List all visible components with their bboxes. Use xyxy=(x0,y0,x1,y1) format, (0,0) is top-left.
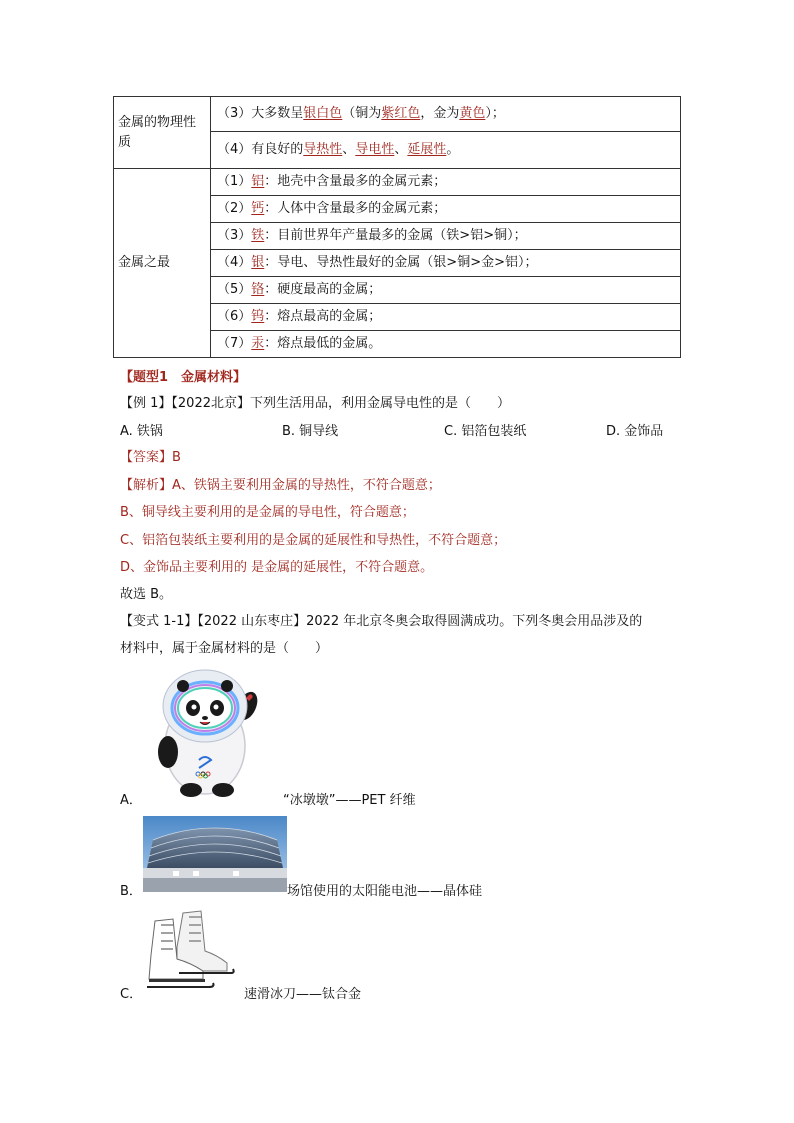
cell-text: 。 xyxy=(446,142,460,157)
section-title: 【题型1 金属材料】 xyxy=(120,370,247,385)
mascot-image xyxy=(143,664,275,799)
table-category-cell: 金属的物理性质 xyxy=(114,97,211,169)
cell-keyword: 黄色 xyxy=(459,106,486,121)
table-item-cell xyxy=(211,196,681,223)
table-item-cell xyxy=(211,169,681,196)
cell-text: ）； xyxy=(485,106,505,121)
table-category-cell: 金属之最 xyxy=(114,169,211,358)
cell-text: （2） xyxy=(217,201,252,216)
example-option-c: C. 铝箔包装纸 xyxy=(444,424,527,439)
cell-keyword: 铬 xyxy=(251,282,265,297)
variant-option-a-letter: A． xyxy=(120,793,142,808)
variant-option-c-text: 速滑冰刀——钛合金 xyxy=(244,987,362,1002)
cell-text: （7） xyxy=(217,336,252,351)
variant-option-a-text: “冰墩墩”——PET 纤维 xyxy=(283,793,416,808)
metal-properties-table xyxy=(113,96,681,358)
table-item-cell xyxy=(211,97,681,132)
cell-text: （6） xyxy=(217,309,252,324)
cell-text: ：目前世界年产量最多的金属（铁>铝>铜）； xyxy=(264,228,527,243)
answer-label: 【答案】 xyxy=(120,450,173,465)
cell-keyword: 铝 xyxy=(251,174,265,189)
example-question-text: 下列生活用品，利用金属导电性的是（ ） xyxy=(250,396,511,411)
analysis-line-2: B、铜导线主要利用的是金属的导电性，符合题意； xyxy=(120,505,415,520)
cell-text: （4） xyxy=(217,255,252,270)
cell-text: （3）大多数呈 xyxy=(217,106,304,121)
cell-keyword: 银白色 xyxy=(303,106,343,121)
cell-text: （3） xyxy=(217,228,252,243)
cell-text: 、 xyxy=(394,142,408,157)
table-item-cell xyxy=(211,304,681,331)
conclusion: 故选 B。 xyxy=(120,587,173,602)
cell-keyword: 延展性 xyxy=(407,142,447,157)
variant-question-line-1: 【变式 1-1】【2022 山东枣庄】2022 年北京冬奥会取得圆满成功。下列冬奥会用品涉及的 xyxy=(120,614,643,629)
table-item-cell xyxy=(211,250,681,277)
cell-text: ，金为 xyxy=(420,106,460,121)
cell-keyword: 钙 xyxy=(251,201,265,216)
example-option-a: A. 铁锅 xyxy=(120,424,163,439)
answer-line xyxy=(120,446,181,465)
example-source: 【2022北京】 xyxy=(171,396,250,411)
cell-keyword: 紫红色 xyxy=(381,106,421,121)
cell-keyword: 铁 xyxy=(251,228,265,243)
variant-question-line-2: 材料中，属于金属材料的是（ ） xyxy=(120,641,329,656)
variant-source: 【2022 山东枣庄】 xyxy=(197,614,307,629)
table-row xyxy=(114,169,681,196)
answer-value: B xyxy=(172,450,181,465)
analysis-line-3: C、铝箔包装纸主要利用的是金属的延展性和导热性，不符合题意； xyxy=(120,533,507,548)
example-option-b: B. 铜导线 xyxy=(282,424,339,439)
cell-keyword: 银 xyxy=(251,255,265,270)
cell-text: （铜为 xyxy=(342,106,382,121)
cell-text: ：人体中含量最多的金属元素； xyxy=(264,201,447,216)
example-option-d: D. 金饰品 xyxy=(606,424,664,439)
variant-option-c-letter: C． xyxy=(120,987,143,1002)
table-item-cell xyxy=(211,331,681,358)
stadium-image xyxy=(143,816,287,892)
cell-text: 、 xyxy=(342,142,356,157)
cell-keyword: 汞 xyxy=(251,336,265,351)
cell-text: （1） xyxy=(217,174,252,189)
skates-image xyxy=(143,907,235,993)
cell-keyword: 导电性 xyxy=(355,142,395,157)
table-item-cell xyxy=(211,223,681,250)
variant-option-b-text: 场馆使用的太阳能电池——晶体硅 xyxy=(287,884,483,899)
cell-text: ：硬度最高的金属； xyxy=(264,282,382,297)
table-item-cell xyxy=(211,277,681,304)
analysis-line-1: 【解析】A、铁锅主要利用金属的导热性，不符合题意； xyxy=(120,478,441,493)
cell-text: ：熔点最高的金属； xyxy=(264,309,382,324)
example-question xyxy=(120,392,510,411)
table-item-cell xyxy=(211,132,681,169)
analysis-line-4: D、金饰品主要利用的 是金属的延展性，不符合题意。 xyxy=(120,560,434,575)
variant-option-b-letter: B． xyxy=(120,884,142,899)
table-row xyxy=(114,97,681,132)
cell-text: ：导电、导热性最好的金属（银>铜>金>铝）； xyxy=(264,255,538,270)
example-label: 【例 1】 xyxy=(120,396,172,411)
cell-text: （4）有良好的 xyxy=(217,142,304,157)
cell-text: ：熔点最低的金属。 xyxy=(264,336,382,351)
cell-keyword: 钨 xyxy=(251,309,265,324)
variant-label: 【变式 1-1】 xyxy=(120,614,198,629)
cell-keyword: 导热性 xyxy=(303,142,343,157)
cell-text: ：地壳中含量最多的金属元素； xyxy=(264,174,447,189)
cell-text: （5） xyxy=(217,282,252,297)
analysis-label: 【解析】 xyxy=(120,478,173,493)
